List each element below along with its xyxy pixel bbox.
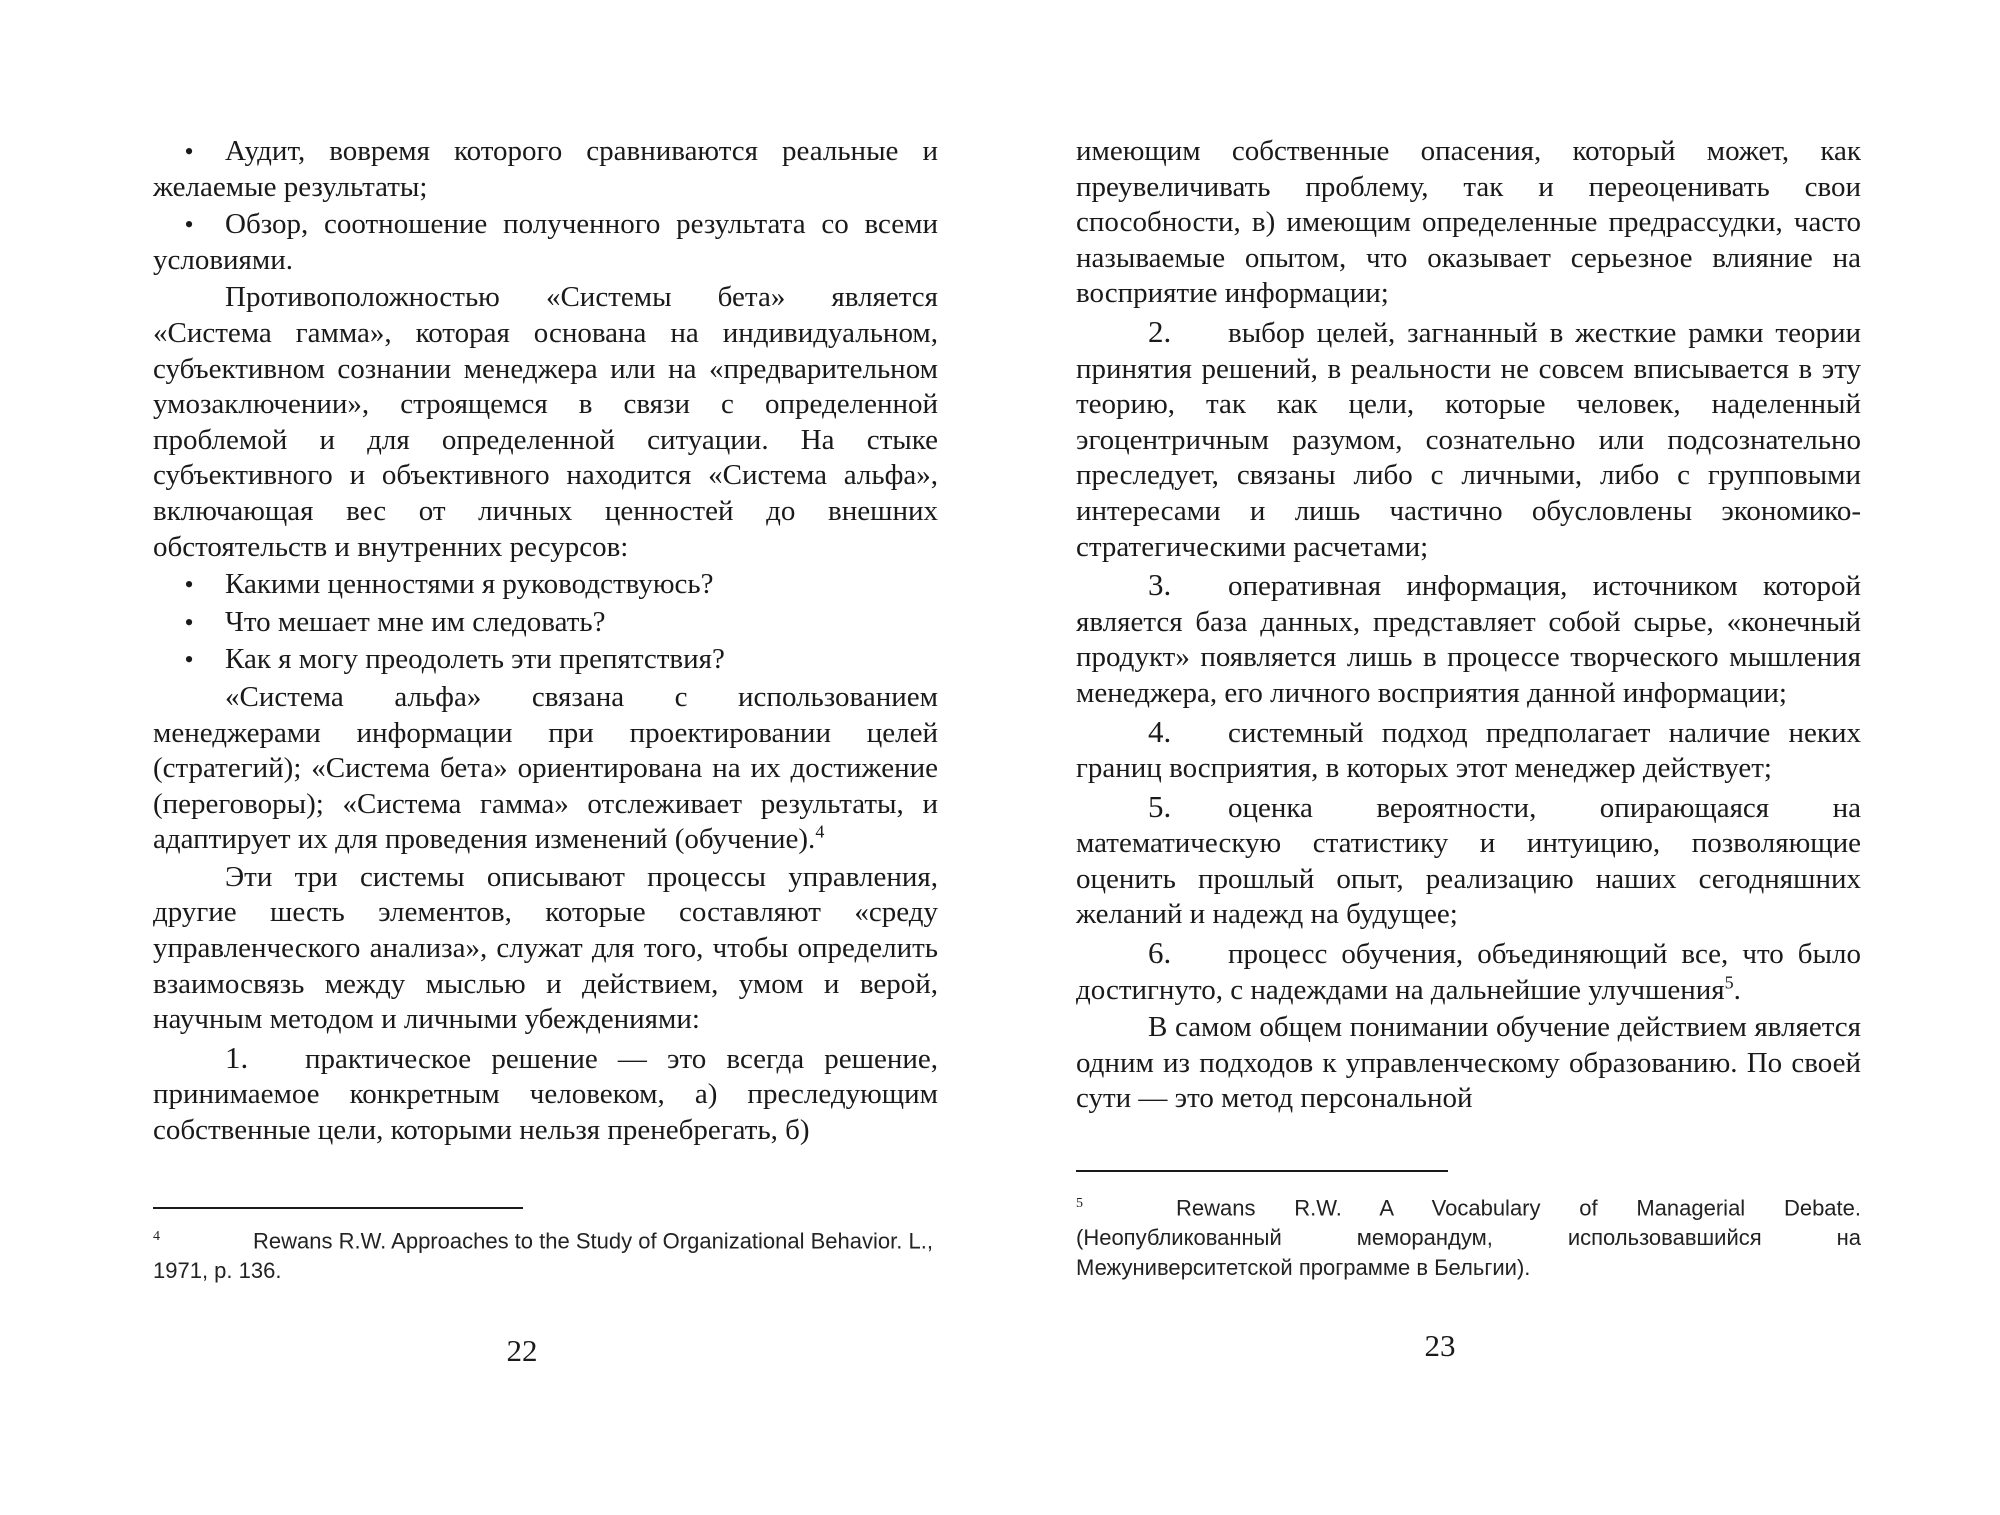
bullet-icon: • [184,137,194,166]
question-item [153,642,938,678]
footnote-divider [153,1207,523,1209]
question-text: Что мешает мне им следовать? [225,605,606,638]
item-text: процесс обучения, объединяющий все, что было достигнуто, с надеждами на дальнейшие улучшения [1076,938,1861,1006]
item-text: выбор целей, загнанный в жесткие рамки теории принятия решений, в реальности не совсем вписывается в эту теорию, так как цели, которые человек, наделенный эгоцентричным разумом, сознательно или подсознательно преследует, связаны либо с личными, либо с групповыми интересами и лишь частично обусловлены экономико-стратегическими расчетами; [1076,316,1861,563]
item-text: системный подход предполагает наличие неких границ восприятия, в которых этот менеджер действует; [1076,716,1861,785]
question-text: Какими ценностями я руководствуюсь? [225,568,714,601]
item-number: 5. [1148,788,1172,824]
right-page [1000,0,2000,1515]
numbered-item-6 [1076,935,1861,1008]
bullet-icon: • [184,570,194,600]
paragraph-continuation: имеющим собственные опасения, который может, как преувеличивать проблему, так и переоценивать свои способности, в) имеющим определенные предрассудки, часто называемые опытом, что оказывает серьезное влияние на восприятие информации; [1076,135,1861,310]
left-text-column [153,134,938,1151]
item-text: практическое решение — это всегда решение, принимаемое конкретным человеком, а) преследующим собственные цели, которыми нельзя пренебрегать, б) [153,1042,938,1147]
item-number: 6. [1148,935,1172,971]
bullet-icon: • [184,210,194,240]
item-text: оперативная информация, источником которой является база данных, представляет собой сырье, «конечный продукт» появляется лишь в процессе творческого мышления менеджера, его личного восприятия данной информации; [1076,570,1861,709]
item-number: 2. [1148,313,1172,349]
numbered-item-5 [1076,789,1861,933]
footnote-text: Rewans R.W. Approaches to the Study of Organizational Behavior. L., 1971, p. 136. [153,1228,933,1284]
paragraph-system-gamma: Противоположностью «Системы бета» является «Система гамма», которая основана на индивидуальном, субъективном сознании менеджера или на «предварительном умозаключении», строящемся в связи с определенной проблемой и для определенной ситуации. На стыке субъективного и объективного находится «Система альфа», включающая вес от личных ценностей до внешних обстоятельств и внутренних ресурсов: [153,281,938,563]
right-text-column [1076,134,1861,1119]
footnote-reference: 4 [815,821,825,842]
page-number: 23 [1424,1328,1456,1363]
page-number: 22 [506,1333,538,1368]
paragraph-action-learning: В самом общем понимании обучение действием является одним из подходов к управленческому образованию. По своей сути — это метод персональной [1076,1011,1861,1115]
numbered-item-2 [1076,314,1861,565]
bullet-item [153,207,938,278]
paragraph-system-alpha [153,680,938,858]
footnote-5 [1076,1189,1861,1283]
footnote-mark: 5 [1076,1196,1083,1211]
paragraph-text: «Система альфа» связана с использованием менеджерами информации при проектировании целей (стратегий); «Система бета» ориентирована на их достижение (переговоры); «Система гамма» отслеживает результаты, и адаптирует их для проведения изменений (обучение). [153,680,938,856]
item-text: оценка вероятности, опирающаяся на математическую статистику и интуицию, позволяющие оценить прошлый опыт, реализацию наших сегодняшних желаний и надежд на будущее; [1076,791,1861,931]
paragraph-three-systems: Эти три системы описывают процессы управления, другие шесть элементов, которые составляют «среду управленческого анализа», служат для того, чтобы определить взаимосвязь между мыслью и действием, умом и верой, научным методом и личными убеждениями: [153,860,938,1036]
bullet-icon: • [184,645,194,675]
bullet-text: Аудит, вовремя которого сравниваются реальные и желаемые результаты; [153,135,938,203]
question-item [153,605,938,641]
item-number: 4. [1148,713,1172,749]
footnote-mark: 4 [153,1229,160,1244]
bullet-item [153,134,938,205]
question-text: Как я могу преодолеть эти препятствия? [225,643,725,676]
footnote-divider [1076,1170,1448,1172]
footnote-reference: 5 [1724,972,1734,992]
numbered-item-1 [153,1040,938,1149]
footnote-4 [153,1222,938,1286]
item-number: 3. [1148,567,1172,603]
footnote-text: Rewans R.W. A Vocabulary of Managerial Debate. (Неопубликованный меморандум, использовавшийся на Межуниверситетской программе в Бельгии). [1076,1195,1861,1281]
numbered-item-4 [1076,714,1861,787]
bullet-text: Обзор, соотношение полученного результата со всеми условиями. [153,208,938,276]
bullet-icon: • [184,607,194,637]
item-end: . [1733,973,1741,1006]
question-item [153,567,938,603]
item-number: 1. [225,1039,249,1075]
numbered-item-3 [1076,567,1861,711]
